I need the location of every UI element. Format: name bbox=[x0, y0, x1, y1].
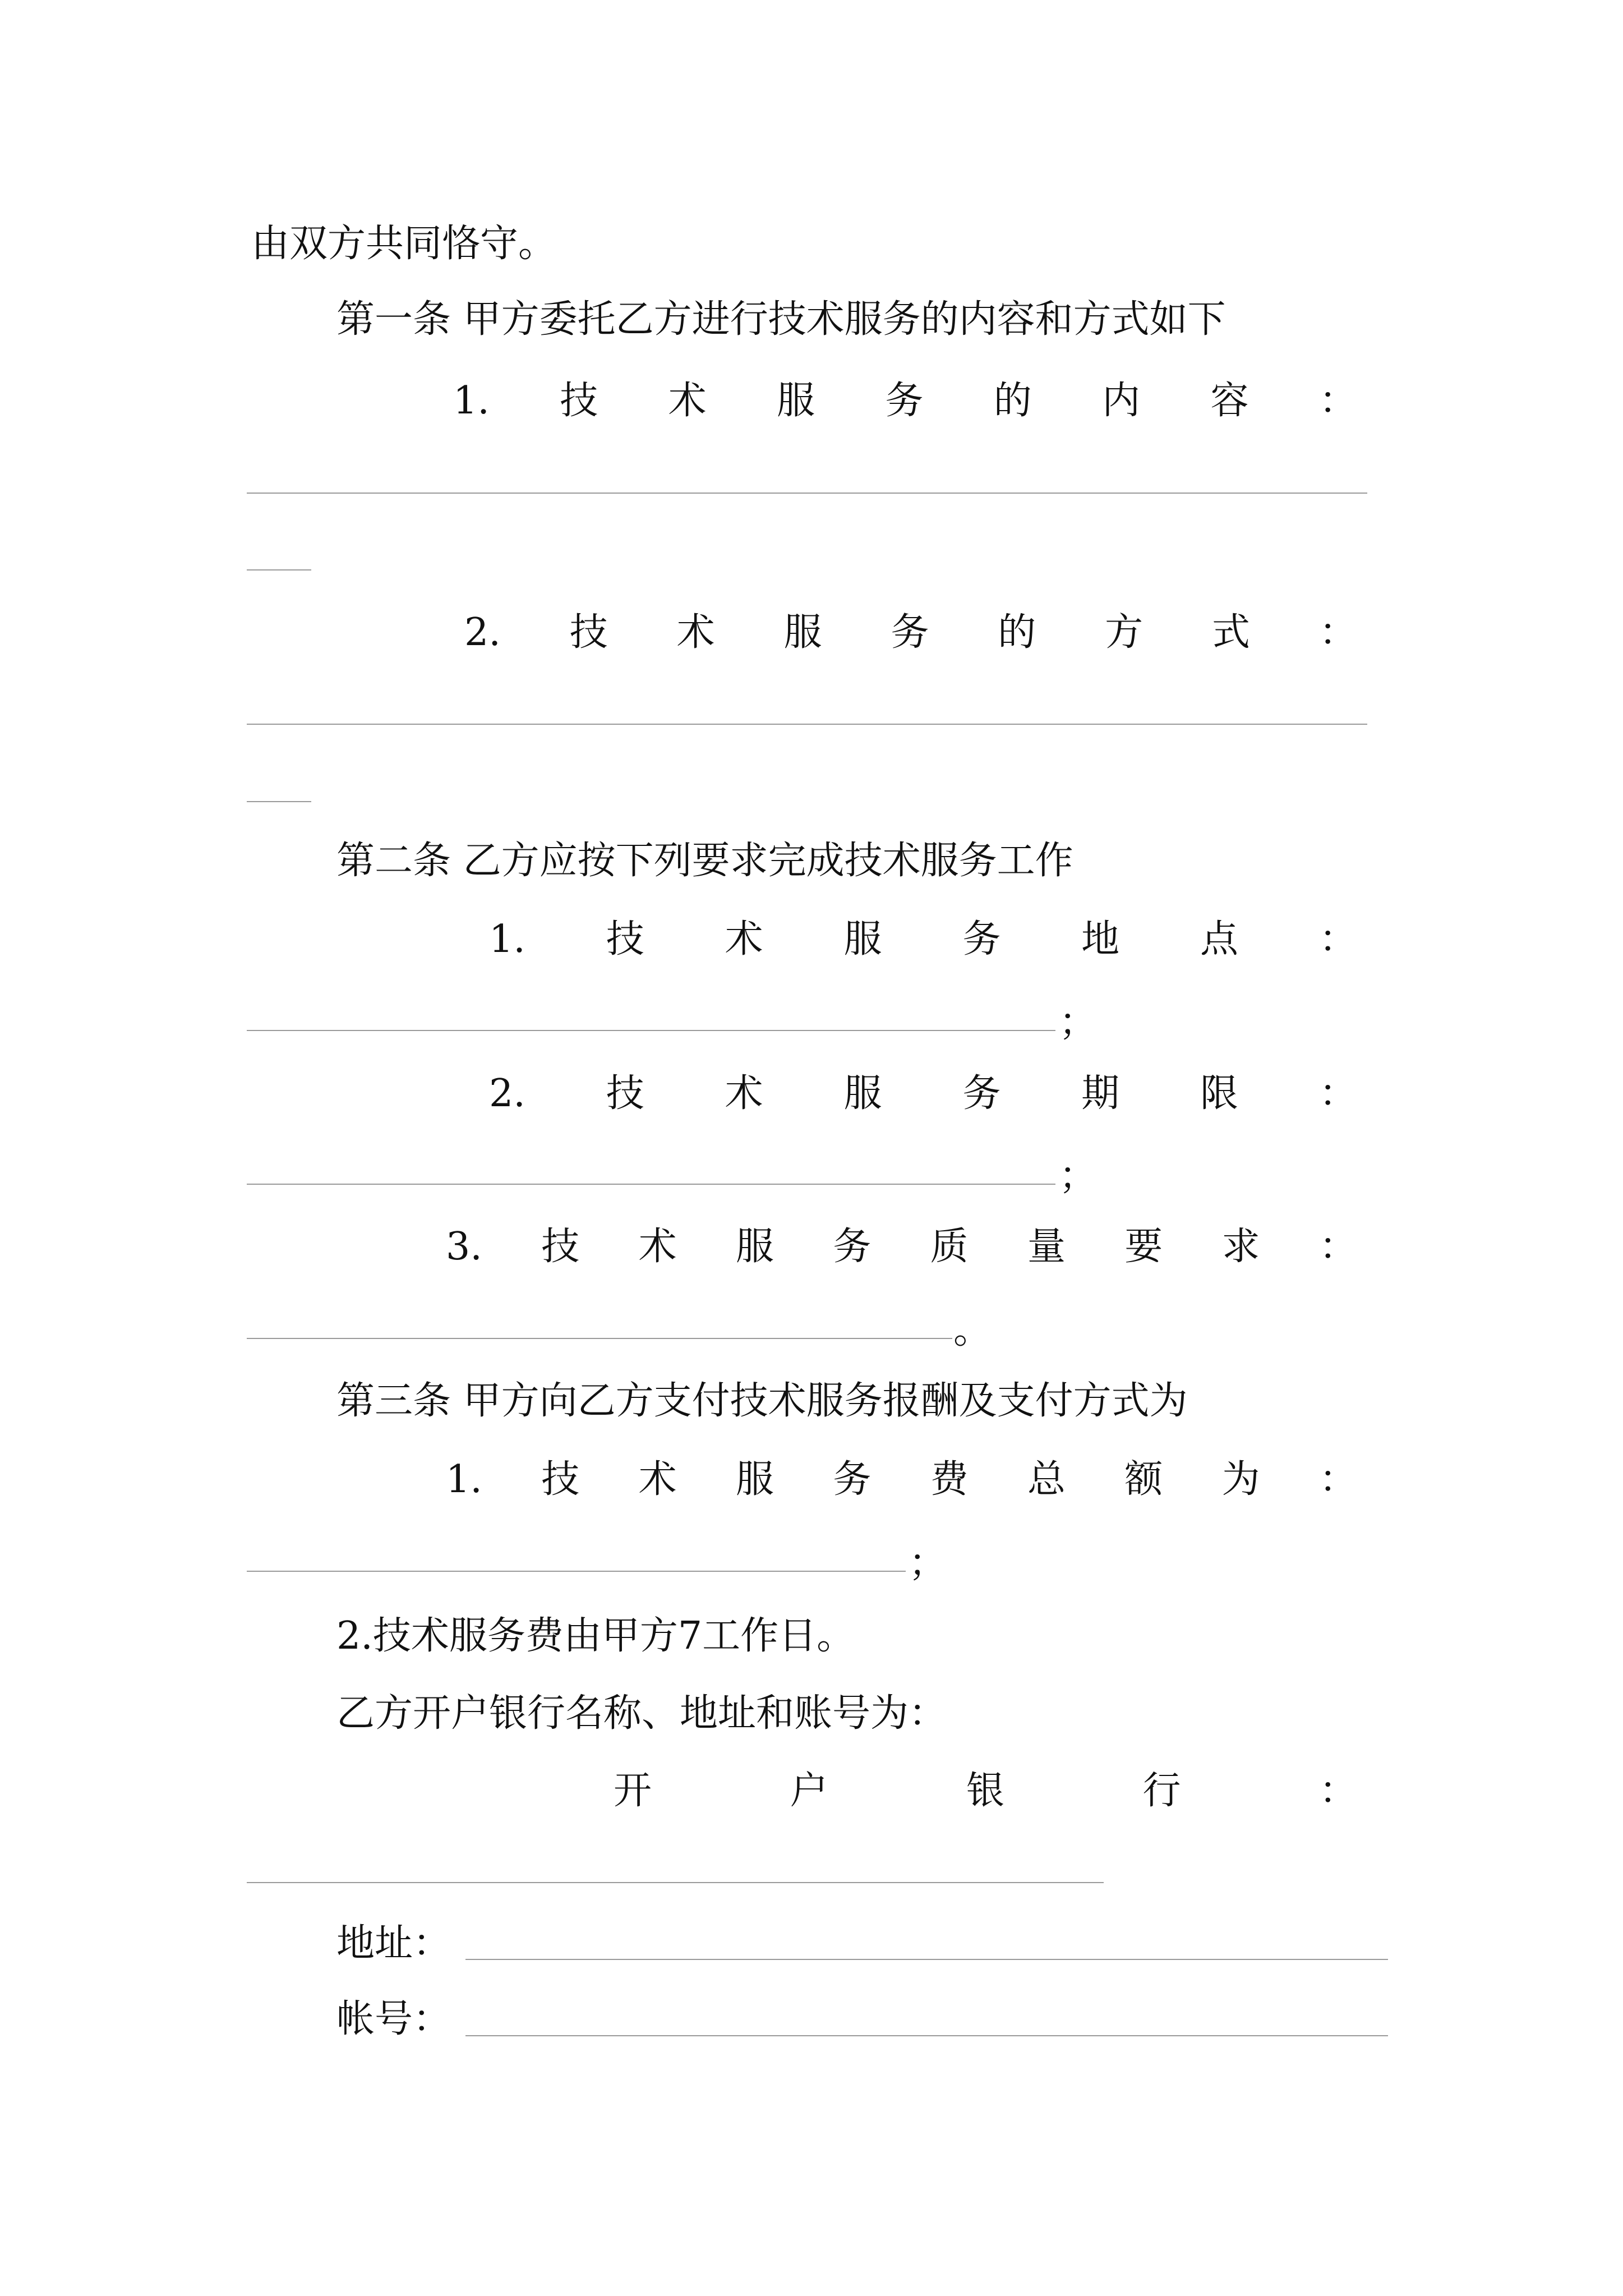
item-char: 方 bbox=[1105, 610, 1144, 655]
bank-char: 行 bbox=[1142, 1769, 1181, 1813]
blank-line bbox=[247, 1338, 952, 1339]
item-end-mark: ； bbox=[1059, 1000, 1098, 1045]
item-char: 求 bbox=[1221, 1225, 1260, 1269]
item-colon: ： bbox=[1318, 1225, 1357, 1269]
article1-heading: 第一条 甲方委托乙方进行技术服务的内容和方式如下 bbox=[336, 297, 1226, 342]
item-char: 术 bbox=[725, 1071, 763, 1116]
item-char: 期 bbox=[1081, 1071, 1120, 1116]
article2-heading: 第二条 乙方应按下列要求完成技术服务工作 bbox=[336, 839, 1073, 883]
item-char: 务 bbox=[885, 379, 924, 423]
item-char: 服 bbox=[735, 1225, 774, 1269]
item-char: 服 bbox=[735, 1457, 774, 1502]
item-char: 额 bbox=[1124, 1457, 1163, 1502]
item-colon: ： bbox=[1318, 610, 1357, 655]
item-number: 1. bbox=[446, 1457, 482, 1502]
item-char: 式 bbox=[1212, 610, 1251, 655]
item-number: 1. bbox=[453, 379, 490, 423]
item-char: 术 bbox=[638, 1457, 677, 1502]
item-char: 技 bbox=[606, 917, 644, 961]
item-char: 费 bbox=[930, 1457, 969, 1502]
item-char: 服 bbox=[777, 379, 815, 423]
payment-term: 2.技术服务费由甲方7工作日。 bbox=[336, 1614, 855, 1658]
blank-line bbox=[247, 493, 1367, 494]
item-char: 容 bbox=[1210, 379, 1249, 423]
account-blank[interactable] bbox=[465, 2035, 1388, 2036]
item-char: 质 bbox=[930, 1225, 969, 1269]
item-char: 技 bbox=[569, 610, 608, 655]
bank-intro: 乙方开户银行名称、地址和账号为： bbox=[336, 1691, 947, 1736]
item-char: 为 bbox=[1221, 1457, 1260, 1502]
article1-item2 bbox=[464, 608, 1357, 658]
item-char: 务 bbox=[891, 610, 929, 655]
item-char: 技 bbox=[560, 379, 598, 423]
item-char: 限 bbox=[1200, 1071, 1239, 1116]
item-char: 内 bbox=[1102, 379, 1141, 423]
item-char: 技 bbox=[541, 1225, 580, 1269]
item-char: 服 bbox=[843, 1071, 882, 1116]
item-char: 术 bbox=[668, 379, 707, 423]
item-char: 量 bbox=[1027, 1225, 1066, 1269]
address-label: 地址： bbox=[336, 1921, 451, 1966]
item-char: 务 bbox=[833, 1225, 872, 1269]
bank-colon: ： bbox=[1318, 1769, 1357, 1813]
item-colon: ： bbox=[1318, 1457, 1357, 1502]
opening-text: 由双方共同恪守。 bbox=[251, 222, 557, 266]
item-colon: ： bbox=[1318, 1071, 1357, 1116]
item-char: 的 bbox=[993, 379, 1032, 423]
item-char: 服 bbox=[843, 917, 882, 961]
item-char: 务 bbox=[962, 917, 1001, 961]
article2-item2 bbox=[489, 1069, 1357, 1119]
item-number: 2. bbox=[464, 610, 501, 655]
item-char: 技 bbox=[541, 1457, 580, 1502]
item-char: 服 bbox=[783, 610, 822, 655]
blank-line bbox=[247, 1030, 1055, 1031]
blank-line-tail bbox=[247, 569, 311, 570]
item-char: 务 bbox=[833, 1457, 872, 1502]
item-char: 术 bbox=[676, 610, 715, 655]
article2-item3 bbox=[446, 1222, 1357, 1272]
bank-char: 银 bbox=[966, 1769, 1004, 1813]
item-char: 务 bbox=[962, 1071, 1001, 1116]
bank-name-row bbox=[614, 1766, 1357, 1816]
article2-item1 bbox=[489, 914, 1357, 965]
article3-item1 bbox=[446, 1455, 1357, 1505]
article3-heading: 第三条 甲方向乙方支付技术服务报酬及支付方式为 bbox=[336, 1379, 1188, 1423]
bank-char: 户 bbox=[790, 1769, 828, 1813]
item-number: 2. bbox=[489, 1071, 525, 1116]
blank-line bbox=[247, 724, 1367, 725]
item-char: 总 bbox=[1027, 1457, 1066, 1502]
item-colon: ： bbox=[1318, 379, 1357, 423]
item-char: 技 bbox=[606, 1071, 644, 1116]
item-end-mark: ； bbox=[1059, 1154, 1098, 1198]
item-char: 术 bbox=[638, 1225, 677, 1269]
item-char: 要 bbox=[1124, 1225, 1163, 1269]
blank-line bbox=[247, 1184, 1055, 1185]
item-char: 术 bbox=[725, 917, 763, 961]
address-blank[interactable] bbox=[465, 1959, 1388, 1960]
article1-item1 bbox=[453, 376, 1357, 426]
account-label: 帐号： bbox=[336, 1997, 451, 2041]
blank-line-tail bbox=[247, 801, 311, 802]
bank-name-blank bbox=[247, 1882, 1104, 1883]
item-char: 地 bbox=[1081, 917, 1120, 961]
item-number: 3. bbox=[446, 1225, 482, 1269]
item-number: 1. bbox=[489, 917, 525, 961]
item-colon: ： bbox=[1318, 917, 1357, 961]
item-end-mark: ； bbox=[909, 1541, 947, 1585]
item-char: 的 bbox=[998, 610, 1036, 655]
item-end-mark: 。 bbox=[953, 1308, 992, 1352]
item-char: 点 bbox=[1200, 917, 1239, 961]
bank-char: 开 bbox=[614, 1769, 652, 1813]
blank-line bbox=[247, 1571, 906, 1572]
